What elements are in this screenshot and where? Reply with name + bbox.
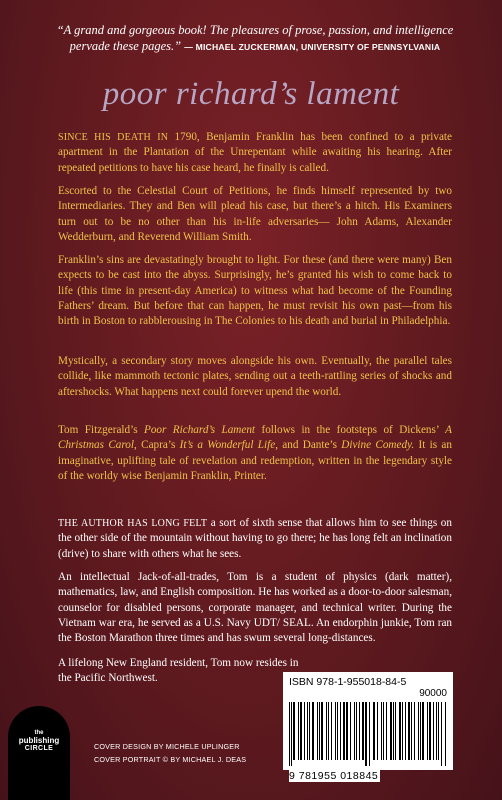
barcode-bar (335, 702, 336, 760)
barcode-bar (326, 702, 327, 760)
barcode-bar (369, 702, 370, 766)
barcode-bar (436, 702, 437, 760)
barcode-bar (354, 702, 355, 760)
endorsement-quote (40, 22, 470, 55)
publisher-logo-name: publishing (18, 736, 60, 745)
author-paragraph-3: A lifelong New England resident, Tom now resides in the Pacific Northwest. (58, 657, 299, 685)
barcode-bar (411, 702, 412, 760)
barcode-bar (350, 702, 351, 760)
barcode-digits: 9 781955 018845 (289, 770, 379, 782)
barcode-bar (309, 702, 310, 760)
publisher-logo-circle: CIRCLE (24, 745, 54, 752)
barcode-bar (319, 702, 320, 760)
barcode-bar (377, 702, 378, 760)
author-paragraph-1: THE AUTHOR HAS LONG FELT a sort of sixth sense that allows him to see things on the other side of the mountain without having to go there; he has long felt an inclination (drive) to share with others what he sees. (58, 517, 452, 560)
barcode-bar (289, 702, 290, 766)
barcode-bar (343, 702, 345, 760)
synopsis-paragraph-5: Tom Fitzgerald’s Poor Richard’s Lament follows in the footsteps of Dickens’ A Christmas Carol, Capra’s It’s a Wonderful Life, and Dante’s Divine Comedy. It is an imaginative, uplifting tale of revelation and redemption, written in the legendary style of the worldy wise Benjamin Franklin, Printer. (58, 424, 453, 482)
cover-portrait-credit: COVER PORTRAIT © BY MICHAEL J. DEAS (94, 754, 247, 764)
barcode-bar (418, 702, 419, 760)
barcode-bar (362, 702, 363, 760)
barcode-bar (395, 702, 396, 760)
isbn-text: ISBN 978-1-955018-84-5 (289, 676, 407, 688)
barcode-bar (405, 702, 406, 760)
barcode-bar (304, 702, 305, 760)
synopsis-paragraph-1: SINCE HIS DEATH IN 1790, Benjamin Franklin has been confined to a private apartment in the Plantation of the Unrepentant while awaiting his hearing. After repeated petitions to have his case heard, he finally is called. (58, 131, 453, 174)
barcode-bar (328, 702, 329, 760)
barcode-bar (300, 702, 302, 760)
barcode-bar (390, 702, 391, 760)
barcode-bar (356, 702, 357, 760)
barcode-bar (293, 702, 294, 760)
publisher-logo-the: the (34, 730, 44, 736)
barcode-bar (422, 702, 423, 760)
barcode-bar (427, 702, 428, 760)
barcode-bar (298, 702, 299, 760)
barcode-bar (441, 702, 442, 766)
barcode-bar (337, 702, 338, 760)
quote-attribution: — MICHAEL ZUCKERMAN, UNIVERSITY OF PENNSYLVANIA (184, 42, 441, 52)
barcode-bar (381, 702, 382, 760)
barcode-bar (433, 702, 434, 760)
author-paragraph-2: An intellectual Jack-of-all-trades, Tom is a student of physics (dark matter), mathematics, law, and English composition. He has worked as a door-to-door salesman, counselor for disabled persons, corporate manager, and technical writer. During the Vietnam war era, he served as a U.S. Navy UDT/ SEAL. An endorphin junkie, Tom ran the Boston Marathon three times and has swum several long-distances. (58, 571, 452, 645)
barcode-bar (317, 702, 318, 760)
synopsis-paragraph-4: Mystically, a secondary story moves alongside his own. Eventually, the parallel tales collide, like mammoth tectonic plates, sending out a teeth-rattling series of shocks and aftershocks. What happens next could forever upend the world. (58, 355, 452, 398)
barcode-bar (340, 702, 341, 760)
quote-text: “A grand and gorgeous book! The pleasures of prose, passion, and intelligence pervade these pages.” (56, 23, 454, 53)
barcode-bar (445, 702, 446, 766)
barcode-bar (291, 702, 292, 766)
barcode-bar (438, 702, 439, 760)
barcode-bar (429, 702, 431, 760)
barcode-bar (307, 702, 308, 760)
synopsis-paragraph-2: Escorted to the Celestial Court of Petitions, he finds himself represented by two Intermediaries. They and Ben will plead his case, but there’s a hitch. His Examiners turn out to be no other than his in-life adversaries— John Adams, Alexander Wedderburn, and Reverend William Smith. (58, 185, 452, 243)
barcode-bar (373, 702, 374, 760)
book-title: poor richard’s lament (102, 76, 400, 112)
barcode-bar (312, 702, 313, 760)
barcode-bar (402, 702, 403, 760)
barcode-bars (289, 702, 447, 766)
publisher-logo (8, 706, 70, 800)
barcode-bar (359, 702, 360, 760)
barcode-bar (393, 702, 394, 760)
cover-credits (94, 741, 246, 766)
synopsis-paragraph-3: Franklin’s sins are devastatingly brought to light. For these (and there were many) Ben expects to be cast into the abyss. Surprisingly, he’s granted his wish to come back to life (this time in present-day America) to witness what had become of the Founding Fathers’ dream. But before that can happen, he must revisit his own past—from his birth in Boston to rabblerousing in The Colonies to his death and burial in Philadelphia. (58, 254, 452, 328)
barcode-bar (346, 702, 347, 760)
barcode-bar (331, 702, 332, 760)
barcode-bar (365, 702, 367, 766)
barcode-bar (321, 702, 323, 760)
barcode-bar (383, 702, 384, 760)
price-code: 90000 (419, 688, 447, 699)
barcode-bar (420, 702, 421, 760)
barcode-bar (374, 702, 375, 760)
isbn-barcode (283, 672, 453, 782)
cover-design-credit: COVER DESIGN BY MICHELE UPLINGER (94, 742, 240, 751)
barcode-bar (408, 702, 409, 760)
barcode-bar (414, 702, 415, 760)
barcode-bar (399, 702, 401, 760)
barcode-bar (386, 702, 387, 760)
